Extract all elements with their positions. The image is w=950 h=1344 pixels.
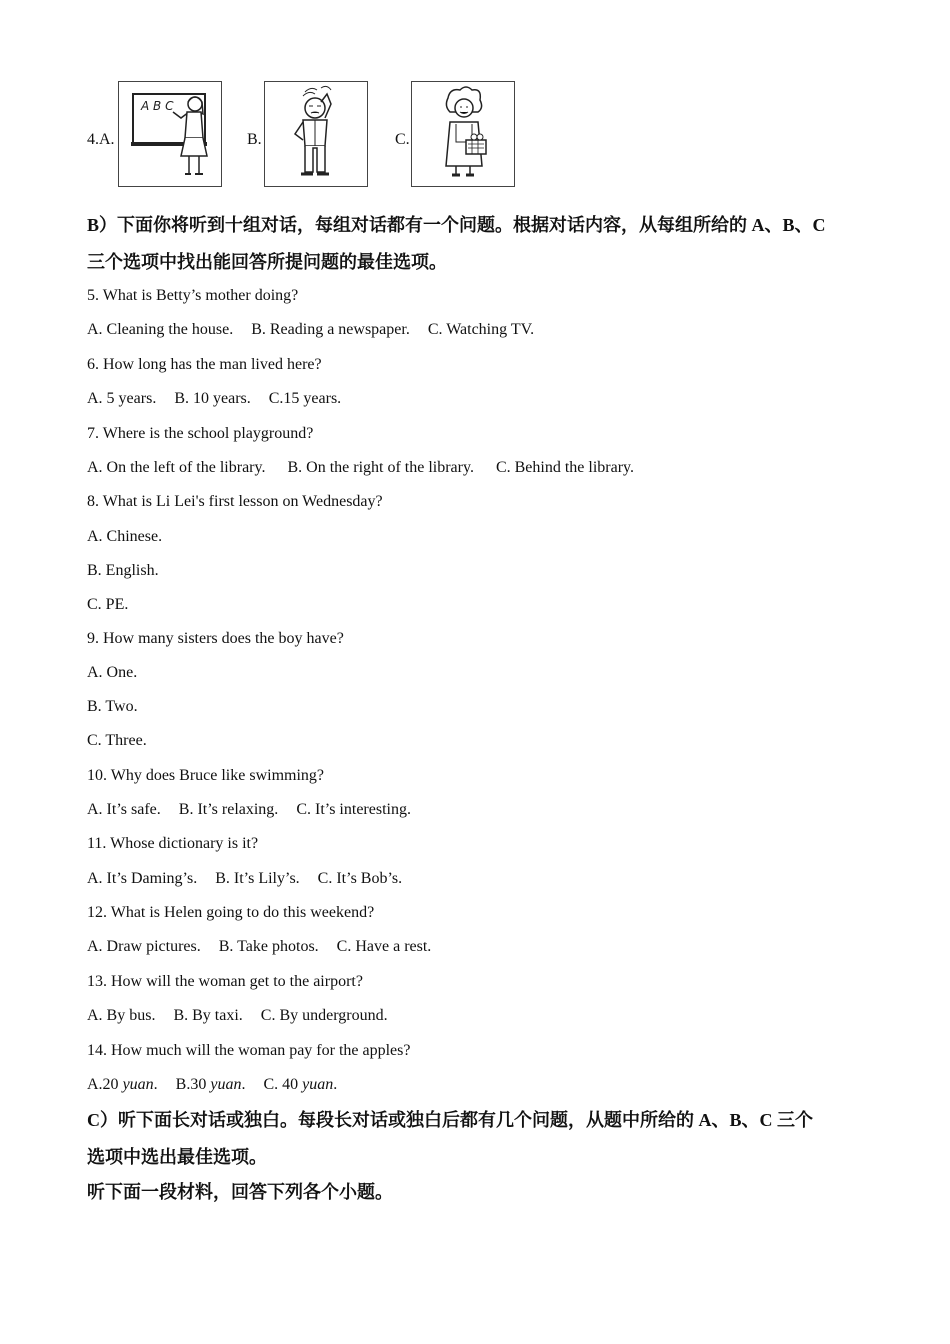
option-b[interactable]: B. It’s relaxing.: [178, 801, 279, 818]
option-a[interactable]: A. One.: [87, 664, 138, 681]
option-a[interactable]: A. Chinese.: [87, 528, 163, 545]
question-14-options: [87, 1075, 337, 1095]
option-a[interactable]: A. It’s Daming’s.: [87, 870, 198, 887]
option-b[interactable]: B. It’s Lily’s.: [215, 870, 300, 887]
question-11-options: [87, 869, 402, 889]
option-b[interactable]: B. 10 years.: [174, 390, 251, 407]
option-b[interactable]: B. Take photos.: [218, 938, 319, 955]
question-10-options: [87, 800, 411, 820]
unit-text: yuan: [210, 1076, 242, 1093]
option-a[interactable]: A. 5 years.: [87, 390, 157, 407]
question-6: 6. How long has the man lived here?: [87, 356, 322, 373]
option-c[interactable]: C. Watching TV.: [427, 321, 535, 338]
unit-text: yuan: [302, 1076, 334, 1093]
option-b[interactable]: B. Two.: [87, 698, 138, 715]
cook-with-basket-icon: [411, 81, 515, 187]
option-b[interactable]: B.30 yuan.: [175, 1076, 246, 1093]
board-text: A B C: [141, 99, 174, 113]
unit-text: yuan: [122, 1076, 154, 1093]
option-c[interactable]: C. Behind the library.: [495, 459, 634, 476]
option-b[interactable]: B. By taxi.: [173, 1007, 243, 1024]
section-b-heading-line2: 三个选项中找出能回答所提问题的最佳选项。: [87, 252, 447, 272]
option-c[interactable]: C. PE.: [87, 596, 129, 613]
q4-option-c-label: C.: [395, 131, 410, 148]
option-c[interactable]: C. It’s interesting.: [296, 801, 411, 818]
option-c[interactable]: C. It’s Bob’s.: [317, 870, 403, 887]
question-5: 5. What is Betty’s mother doing?: [87, 287, 299, 304]
option-b[interactable]: B. Reading a newspaper.: [251, 321, 410, 338]
option-b[interactable]: B. On the right of the library.: [287, 459, 474, 476]
option-a[interactable]: A. Draw pictures.: [87, 938, 201, 955]
option-c[interactable]: C. 40 yuan.: [263, 1076, 338, 1093]
option-a[interactable]: A. Cleaning the house.: [87, 321, 234, 338]
q4-option-a-label: A.: [99, 131, 115, 148]
option-b[interactable]: B. English.: [87, 562, 159, 579]
question-13: 13. How will the woman get to the airport?: [87, 973, 363, 990]
q4-number: 4.: [87, 131, 99, 148]
question-10: 10. Why does Bruce like swimming?: [87, 767, 324, 784]
option-a[interactable]: A. By bus.: [87, 1007, 156, 1024]
question-6-options: [87, 389, 341, 409]
question-11: 11. Whose dictionary is it?: [87, 835, 259, 852]
question-12-options: [87, 937, 431, 957]
option-a[interactable]: A. On the left of the library.: [87, 459, 266, 476]
teacher-at-blackboard-icon: [118, 81, 222, 187]
option-c[interactable]: C. By underground.: [260, 1007, 388, 1024]
option-c[interactable]: C. Have a rest.: [336, 938, 432, 955]
q4-option-b-label: B.: [247, 131, 262, 148]
question-8: 8. What is Li Lei's first lesson on Wednesday?: [87, 493, 383, 510]
question-7: 7. Where is the school playground?: [87, 425, 314, 442]
option-c[interactable]: C.15 years.: [268, 390, 342, 407]
option-c[interactable]: C. Three.: [87, 732, 147, 749]
question-13-options: [87, 1006, 388, 1026]
section-c-instruction: 听下面一段材料，回答下列各个小题。: [87, 1182, 393, 1202]
section-c-heading-line2: 选项中选出最佳选项。: [87, 1147, 267, 1167]
question-14: 14. How much will the woman pay for the apples?: [87, 1042, 411, 1059]
question-9: 9. How many sisters does the boy have?: [87, 630, 344, 647]
question-5-options: [87, 320, 534, 340]
option-a[interactable]: A. It’s safe.: [87, 801, 161, 818]
section-c-heading-line1: C）听下面长对话或独白。每段长对话或独白后都有几个问题，从题中所给的 A、B、C 三个: [87, 1110, 813, 1130]
sick-man-holding-head-icon: [264, 81, 368, 187]
question-7-options: [87, 458, 634, 478]
section-b-heading-line1: B）下面你将听到十组对话，每组对话都有一个问题。根据对话内容，从每组所给的 A、B、C: [87, 215, 826, 235]
question-12: 12. What is Helen going to do this weekend?: [87, 904, 375, 921]
option-a[interactable]: A.20 yuan.: [87, 1076, 158, 1093]
